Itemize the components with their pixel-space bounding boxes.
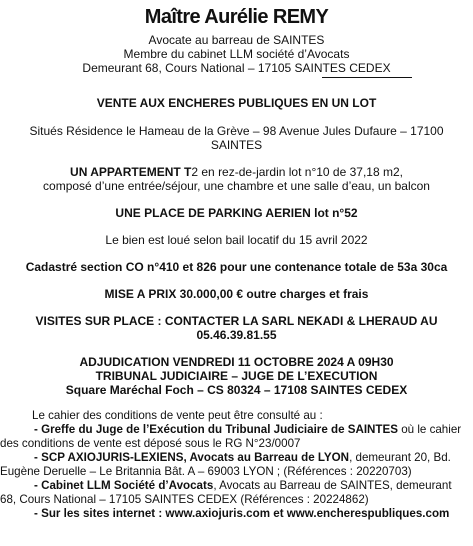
location-line-2: SAINTES — [210, 138, 263, 152]
sale-heading: VENTE AUX ENCHERES PUBLIQUES EN UN LOT — [96, 96, 377, 110]
apartment-description — [0, 165, 473, 193]
apartment-details: 2 en rez-de-jardin lot n°10 de 37,18 m2, — [191, 165, 403, 179]
consultation-intro: Le cahier des conditions de vente peut être consulté au : — [32, 409, 323, 422]
lawyer-address: Demeurant 68, Cours National – 17105 SAINTES CEDEX — [82, 61, 391, 75]
greffe-continuation: des conditions de vente est déposé sous le RG N°23/0007 — [0, 437, 301, 450]
adjudication-address: Square Maréchal Foch – CS 80324 – 17108 SAINTES CEDEX — [65, 383, 408, 397]
consult-item-scp — [0, 451, 469, 465]
consultation-section — [0, 409, 473, 521]
visits-phone: 05.46.39.81.55 — [196, 328, 277, 342]
llm-detail: , Avocats au Barreau de SAINTES, demeurant — [213, 479, 452, 492]
starting-price: MISE A PRIX 30.000,00 € outre charges et frais — [104, 287, 369, 301]
greffe-label: - Greffe du Juge de l’Exécution du Tribunal Judiciaire de SAINTES — [34, 423, 398, 436]
apartment-label: UN APPARTEMENT T — [70, 165, 192, 179]
adjudication-info — [0, 355, 473, 397]
cadastre-info: Cadastré section CO n°410 et 826 pour une contenance totale de 53a 30ca — [25, 260, 448, 274]
greffe-detail: où le cahier — [397, 423, 462, 436]
llm-label: - Cabinet LLM Société d’Avocats — [34, 479, 214, 492]
scp-label: - SCP AXIOJURIS-LEXIENS, Avocats au Barreau de LYON — [34, 451, 350, 464]
lawyer-firm: Membre du cabinet LLM société d’Avocats — [123, 47, 350, 61]
header-divider — [322, 77, 412, 78]
scp-continuation: Eugène Deruelle – Le Britannia Bât. A – 69003 LYON ; (Références : 20220703) — [0, 465, 412, 478]
header — [0, 6, 473, 75]
lease-info: Le bien est loué selon bail locatif du 15 avril 2022 — [105, 233, 368, 247]
apartment-line-2: composé d’une entrée/séjour, une chambre et une salle d’eau, un balcon — [43, 179, 430, 193]
consult-item-greffe — [0, 423, 469, 437]
parking-lot: UNE PLACE DE PARKING AERIEN lot n°52 — [115, 206, 358, 220]
llm-continuation: 68, Cours National – 17105 SAINTES CEDEX (Références : 20224862) — [0, 493, 369, 506]
location-line-1: Situés Résidence le Hameau de la Grève – 98 Avenue Jules Dufaure – 17100 — [29, 124, 444, 138]
apartment-line-1 — [6, 165, 467, 179]
adjudication-date: ADJUDICATION VENDREDI 11 OCTOBRE 2024 A 09H30 — [79, 355, 394, 369]
consult-item-llm — [0, 479, 469, 493]
scp-detail: , demeurant 20, Bd. — [349, 451, 451, 464]
page-title: Maître Aurélie REMY — [144, 6, 329, 28]
property-location — [0, 124, 473, 152]
visits-line-1: VISITES SUR PLACE : CONTACTER LA SARL NEKADI & LHERAUD AU — [35, 314, 438, 328]
consult-item-websites: - Sur les sites internet : www.axiojuris.com et www.encherespubliques.com — [34, 507, 450, 520]
visits-info — [0, 314, 473, 342]
lawyer-bar: Avocate au barreau de SAINTES — [148, 33, 325, 47]
adjudication-court: TRIBUNAL JUDICIAIRE – JUGE DE L’EXECUTION — [95, 369, 378, 383]
